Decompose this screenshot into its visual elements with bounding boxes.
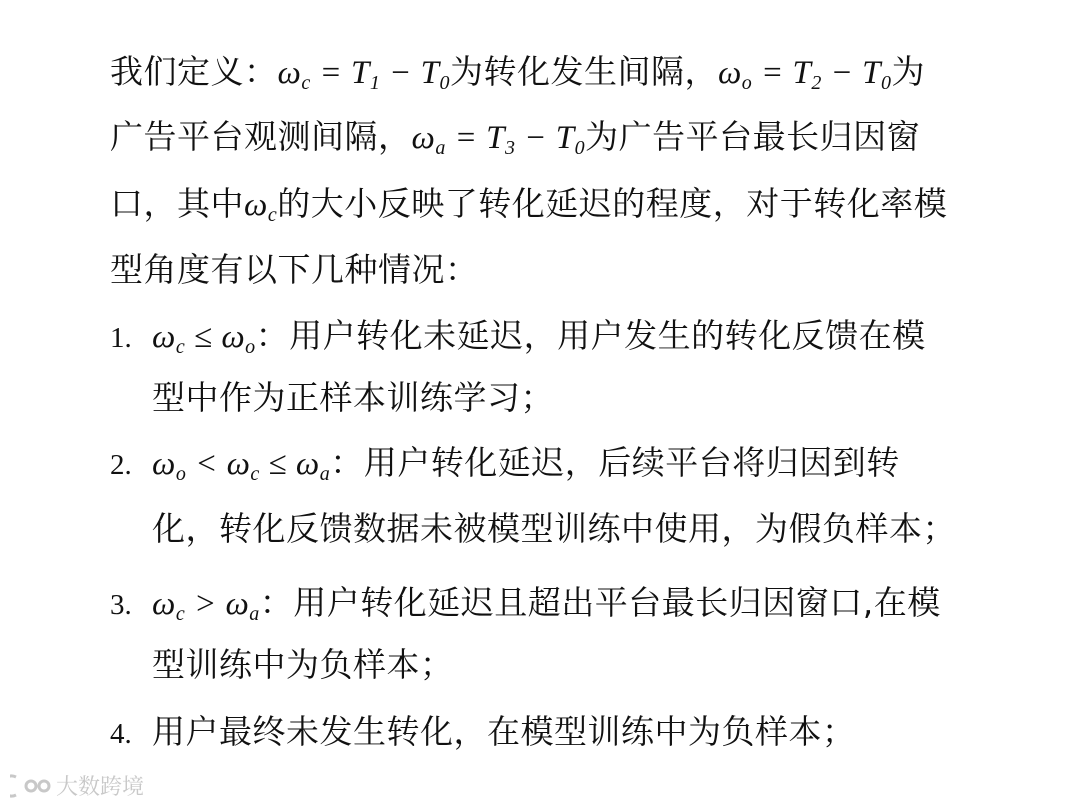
watermark-text: 大数跨境 — [56, 775, 145, 800]
text-segment: 广告平台观测间隔， — [110, 117, 412, 156]
text-segment: 为转化发生间隔， — [449, 52, 718, 91]
paragraph-line-3 — [110, 184, 947, 235]
text-segment: 的大小反映了转化延迟的程度，对于转化率模 — [277, 184, 948, 223]
list-item-1-continuation: 型中作为正样本训练学习； — [152, 378, 554, 417]
list-item-2-continuation: 化，转化反馈数据未被模型训练中使用，为假负样本； — [152, 509, 956, 548]
list-item-3-continuation: 型训练中为负样本； — [152, 645, 454, 684]
item-number: 2. — [110, 449, 132, 481]
paragraph-line-4: 型角度有以下几种情况： — [110, 250, 479, 289]
text-segment: 为广告平台最长归因窗 — [585, 117, 921, 156]
paragraph-line-2 — [110, 117, 920, 168]
item-number: 3. — [110, 589, 132, 621]
list-item-2 — [152, 443, 900, 494]
list-item-3 — [152, 583, 941, 634]
list-item-1 — [152, 316, 926, 367]
formula-omega-o: $\omega_o = T_2 - T_0$ — [717, 55, 892, 94]
text-segment: 口，其中 — [110, 184, 244, 223]
formula-omega-c: $\omega_c = T_1 - T_0$ — [277, 55, 450, 94]
item-number: 1. — [110, 322, 132, 354]
item-text: ：用户转化延迟，后续平台将归因到转 — [330, 443, 900, 482]
condition-formula: $\omega_c > \omega_a$ — [152, 586, 260, 625]
list-item-4: 用户最终未发生转化，在模型训练中为负样本； — [152, 712, 856, 751]
item-text: ：用户转化未延迟，用户发生的转化反馈在模 — [255, 316, 926, 355]
item-number: 4. — [110, 718, 132, 750]
condition-formula: $\omega_c \le \omega_o$ — [152, 319, 256, 358]
watermark — [10, 770, 144, 801]
condition-formula: $\omega_o < \omega_c \le \omega_a$ — [152, 446, 331, 485]
paragraph-line-1 — [110, 52, 925, 103]
symbol-omega-c: $\omega_c$ — [244, 187, 278, 226]
item-text: ：用户转化延迟且超出平台最长归因窗口,在模 — [259, 583, 941, 622]
text-segment: 为 — [891, 52, 926, 91]
formula-omega-a: $\omega_a = T_3 - T_0$ — [411, 120, 586, 159]
brand-logo-icon — [10, 773, 52, 799]
text-segment: 我们定义： — [110, 52, 278, 91]
